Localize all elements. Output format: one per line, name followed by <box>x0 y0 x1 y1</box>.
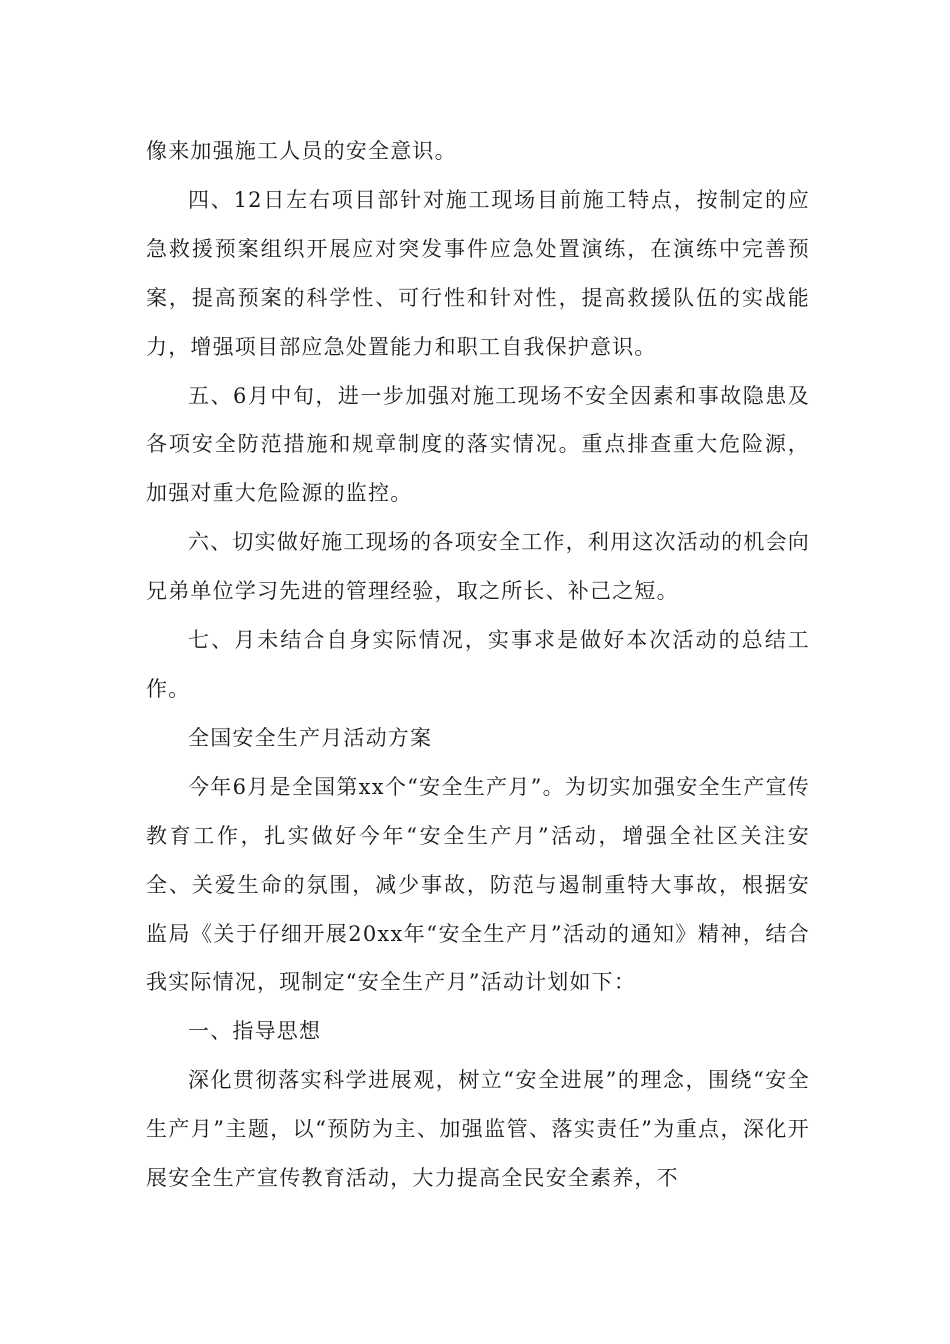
paragraph-item-4: 四、12日左右项目部针对施工现场目前施工特点，按制定的应急救援预案组织开展应对突发事件应急处置演练，在演练中完善预案，提高预案的科学性、可行性和针对性，提高救援队伍的实战能力，增强项目部应急处置能力和职工自我保护意识。 <box>146 187 810 359</box>
paragraph-item-5: 五、6月中旬，进一步加强对施工现场不安全因素和事故隐患及各项安全防范措施和规章制度的落实情况。重点排查重大危险源，加强对重大危险源的监控。 <box>146 383 810 506</box>
paragraph-intro: 今年6月是全国第xx个“安全生产月”。为切实加强安全生产宣传教育工作，扎实做好今年“安全生产月”活动，增强全社区关注安全、关爱生命的氛围，减少事故，防范与遏制重特大事故，根据安监局《关于仔细开展20xx年“安全生产月”活动的通知》精神，结合我实际情况，现制定“安全生产月”活动计划如下： <box>146 774 810 995</box>
document-body <box>146 127 810 1203</box>
paragraph-item-6: 六、切实做好施工现场的各项安全工作，利用这次活动的机会向兄弟单位学习先进的管理经验，取之所长、补己之短。 <box>146 530 810 604</box>
paragraph-item-7: 七、月未结合自身实际情况，实事求是做好本次活动的总结工作。 <box>146 628 810 701</box>
subsection-heading-guiding-ideology: 一、指导思想 <box>188 1019 322 1044</box>
paragraph-continuation: 像来加强施工人员的安全意识。 <box>146 139 457 163</box>
section-title: 全国安全生产月活动方案 <box>188 725 433 750</box>
paragraph-guiding-ideology: 深化贯彻落实科学进展观，树立“安全进展”的理念，围绕“安全生产月”主题，以“预防为主、加强监管、落实责任”为重点，深化开展安全生产宣传教育活动，大力提高全民安全素养，不 <box>146 1068 810 1191</box>
